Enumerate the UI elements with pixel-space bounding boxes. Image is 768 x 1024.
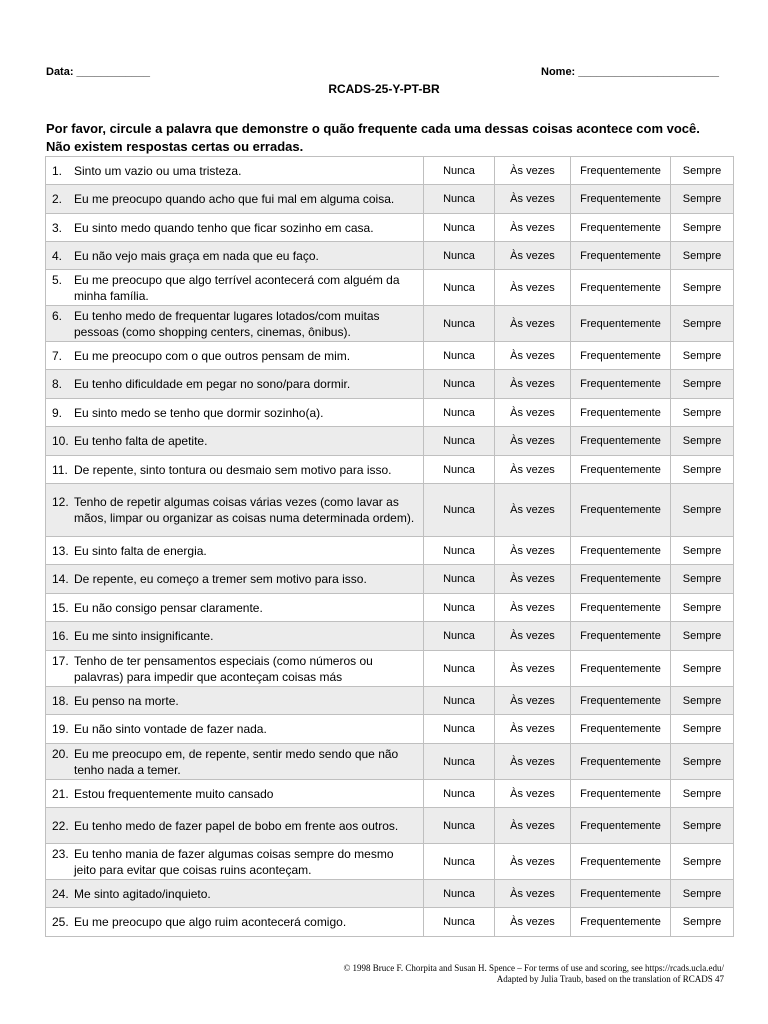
question-text: Eu tenho dificuldade em pegar no sono/para dormir. [74, 377, 351, 391]
questionnaire-table [45, 156, 734, 937]
option-frequentemente[interactable]: Frequentemente [571, 242, 671, 270]
question-cell [46, 185, 424, 214]
question-text: Eu me preocupo que algo terrível acontecerá com alguém da minha família. [74, 272, 400, 303]
question-row [46, 594, 734, 622]
question-cell [46, 537, 424, 565]
option-frequentemente[interactable]: Frequentemente [571, 427, 671, 456]
question-row [46, 214, 734, 242]
question-number: 17. [52, 653, 69, 668]
question-number: 9. [52, 405, 63, 420]
question-number: 14. [52, 572, 69, 586]
question-cell [46, 844, 424, 880]
option-frequentemente[interactable]: Frequentemente [571, 306, 671, 342]
option-sempre[interactable]: Sempre [671, 594, 734, 622]
option-sempre[interactable]: Sempre [671, 484, 734, 537]
question-number: 10. [52, 434, 69, 448]
question-number: 25. [52, 915, 69, 929]
question-row [46, 622, 734, 651]
instructions [46, 120, 736, 156]
option-frequentemente[interactable]: Frequentemente [571, 715, 671, 744]
option-as-vezes[interactable]: Às vezes [495, 185, 571, 214]
option-as-vezes[interactable]: Às vezes [495, 306, 571, 342]
option-frequentemente[interactable]: Frequentemente [571, 342, 671, 370]
question-row [46, 715, 734, 744]
question-row [46, 484, 734, 537]
option-sempre[interactable]: Sempre [671, 537, 734, 565]
question-text: Eu me sinto insignificante. [74, 629, 214, 643]
question-text: De repente, sinto tontura ou desmaio sem motivo para isso. [74, 462, 392, 477]
question-cell [46, 715, 424, 744]
instructions-line-1: Por favor, circule a palavra que demonstre o quão frequente cada uma dessas coisas acontece com você. [46, 121, 700, 136]
option-as-vezes[interactable]: Às vezes [495, 565, 571, 594]
option-frequentemente[interactable]: Frequentemente [571, 370, 671, 399]
option-sempre[interactable]: Sempre [671, 687, 734, 715]
question-cell [46, 427, 424, 456]
question-row [46, 651, 734, 687]
question-cell [46, 242, 424, 270]
option-frequentemente[interactable]: Frequentemente [571, 594, 671, 622]
question-row [46, 399, 734, 427]
question-text: Eu me preocupo com o que outros pensam de mim. [74, 348, 351, 363]
option-frequentemente[interactable]: Frequentemente [571, 908, 671, 937]
option-as-vezes[interactable]: Às vezes [495, 270, 571, 306]
question-cell [46, 399, 424, 427]
option-sempre[interactable]: Sempre [671, 370, 734, 399]
option-frequentemente[interactable]: Frequentemente [571, 270, 671, 306]
question-row [46, 565, 734, 594]
option-sempre[interactable]: Sempre [671, 715, 734, 744]
question-text: Eu tenho falta de apetite. [74, 434, 208, 448]
option-sempre[interactable]: Sempre [671, 808, 734, 844]
option-as-vezes[interactable]: Às vezes [495, 715, 571, 744]
question-row [46, 744, 734, 780]
question-text: Eu não consigo pensar claramente. [74, 600, 263, 615]
question-text: De repente, eu começo a tremer sem motivo para isso. [74, 572, 367, 586]
option-sempre[interactable]: Sempre [671, 185, 734, 214]
question-text: Eu não sinto vontade de fazer nada. [74, 722, 267, 736]
option-as-vezes[interactable]: Às vezes [495, 687, 571, 715]
option-frequentemente[interactable]: Frequentemente [571, 484, 671, 537]
option-as-vezes[interactable]: Às vezes [495, 908, 571, 937]
question-number: 16. [52, 629, 69, 643]
question-row [46, 370, 734, 399]
date-label: Data: ____________ [46, 66, 150, 78]
option-frequentemente[interactable]: Frequentemente [571, 844, 671, 880]
option-frequentemente[interactable]: Frequentemente [571, 780, 671, 808]
question-cell [46, 157, 424, 185]
question-row [46, 537, 734, 565]
option-nunca[interactable]: Nunca [424, 342, 495, 370]
question-text: Eu sinto medo se tenho que dormir sozinho(a). [74, 405, 324, 420]
question-cell [46, 565, 424, 594]
question-number: 22. [52, 818, 69, 833]
option-frequentemente[interactable]: Frequentemente [571, 185, 671, 214]
option-nunca[interactable]: Nunca [424, 780, 495, 808]
option-nunca[interactable]: Nunca [424, 844, 495, 880]
question-number: 11. [52, 462, 68, 477]
question-row [46, 780, 734, 808]
footer-line-2: Adapted by Julia Traub, based on the translation of RCADS 47 [496, 974, 724, 984]
instructions-line-2: Não existem respostas certas ou erradas. [46, 139, 304, 154]
question-cell [46, 622, 424, 651]
option-sempre[interactable]: Sempre [671, 780, 734, 808]
option-sempre[interactable]: Sempre [671, 427, 734, 456]
question-text: Eu sinto falta de energia. [74, 543, 207, 558]
question-text: Tenho de repetir algumas coisas várias vezes (como lavar as mãos, limpar ou organizar as coisas numa determinada ordem). [74, 495, 415, 525]
question-text: Eu me preocupo quando acho que fui mal em alguma coisa. [74, 192, 395, 206]
question-text: Eu penso na morte. [74, 693, 179, 708]
option-as-vezes[interactable]: Às vezes [495, 780, 571, 808]
option-frequentemente[interactable]: Frequentemente [571, 157, 671, 185]
option-nunca[interactable]: Nunca [424, 908, 495, 937]
question-cell [46, 651, 424, 687]
question-row [46, 687, 734, 715]
option-sempre[interactable]: Sempre [671, 399, 734, 427]
question-number: 12. [52, 495, 69, 509]
option-sempre[interactable]: Sempre [671, 880, 734, 908]
option-nunca[interactable]: Nunca [424, 622, 495, 651]
question-number: 15. [52, 600, 69, 615]
option-frequentemente[interactable]: Frequentemente [571, 744, 671, 780]
option-sempre[interactable]: Sempre [671, 456, 734, 484]
option-sempre[interactable]: Sempre [671, 342, 734, 370]
option-nunca[interactable]: Nunca [424, 880, 495, 908]
question-cell [46, 687, 424, 715]
question-cell [46, 370, 424, 399]
question-number: 18. [52, 693, 69, 708]
option-frequentemente[interactable]: Frequentemente [571, 537, 671, 565]
option-as-vezes[interactable]: Às vezes [495, 342, 571, 370]
option-nunca[interactable]: Nunca [424, 484, 495, 537]
question-number: 20. [52, 746, 69, 761]
option-as-vezes[interactable]: Às vezes [495, 880, 571, 908]
question-cell [46, 908, 424, 937]
question-number: 8. [52, 377, 63, 391]
option-as-vezes[interactable]: Às vezes [495, 427, 571, 456]
question-row [46, 342, 734, 370]
question-row [46, 185, 734, 214]
option-nunca[interactable]: Nunca [424, 214, 495, 242]
question-text: Eu tenho medo de frequentar lugares lotados/com muitas pessoas (como shopping centers, cinemas, ônibus). [74, 308, 380, 339]
option-as-vezes[interactable]: Às vezes [495, 808, 571, 844]
option-sempre[interactable]: Sempre [671, 242, 734, 270]
copyright-footer [343, 963, 724, 985]
option-nunca[interactable]: Nunca [424, 185, 495, 214]
question-number: 1. [52, 163, 63, 178]
option-frequentemente[interactable]: Frequentemente [571, 456, 671, 484]
question-row [46, 427, 734, 456]
question-cell [46, 780, 424, 808]
option-sempre[interactable]: Sempre [671, 306, 734, 342]
option-sempre[interactable]: Sempre [671, 622, 734, 651]
option-frequentemente[interactable]: Frequentemente [571, 622, 671, 651]
question-cell [46, 808, 424, 844]
question-row [46, 157, 734, 185]
option-sempre[interactable]: Sempre [671, 157, 734, 185]
question-text: Sinto um vazio ou uma tristeza. [74, 163, 242, 178]
option-nunca[interactable]: Nunca [424, 565, 495, 594]
question-number: 19. [52, 722, 69, 736]
question-row [46, 844, 734, 880]
option-as-vezes[interactable]: Às vezes [495, 399, 571, 427]
question-number: 2. [52, 192, 63, 206]
option-as-vezes[interactable]: Às vezes [495, 370, 571, 399]
option-sempre[interactable]: Sempre [671, 565, 734, 594]
option-sempre[interactable]: Sempre [671, 214, 734, 242]
option-nunca[interactable]: Nunca [424, 370, 495, 399]
option-nunca[interactable]: Nunca [424, 399, 495, 427]
question-row [46, 908, 734, 937]
question-number: 5. [52, 272, 63, 287]
option-as-vezes[interactable]: Às vezes [495, 484, 571, 537]
option-as-vezes[interactable]: Às vezes [495, 844, 571, 880]
question-text: Eu sinto medo quando tenho que ficar sozinho em casa. [74, 220, 374, 235]
question-text: Estou frequentemente muito cansado [74, 786, 274, 801]
question-cell [46, 594, 424, 622]
question-number: 4. [52, 248, 63, 263]
question-cell [46, 342, 424, 370]
option-sempre[interactable]: Sempre [671, 651, 734, 687]
question-row [46, 306, 734, 342]
option-nunca[interactable]: Nunca [424, 687, 495, 715]
option-frequentemente[interactable]: Frequentemente [571, 214, 671, 242]
question-row [46, 880, 734, 908]
question-number: 23. [52, 846, 69, 861]
option-as-vezes[interactable]: Às vezes [495, 157, 571, 185]
option-sempre[interactable]: Sempre [671, 908, 734, 937]
option-as-vezes[interactable]: Às vezes [495, 622, 571, 651]
option-frequentemente[interactable]: Frequentemente [571, 687, 671, 715]
option-nunca[interactable]: Nunca [424, 242, 495, 270]
question-row [46, 242, 734, 270]
option-frequentemente[interactable]: Frequentemente [571, 399, 671, 427]
option-nunca[interactable]: Nunca [424, 537, 495, 565]
question-text: Tenho de ter pensamentos especiais (como números ou palavras) para impedir que aconteçam coisas más [74, 653, 373, 684]
question-text: Eu não vejo mais graça em nada que eu faço. [74, 248, 319, 263]
option-as-vezes[interactable]: Às vezes [495, 594, 571, 622]
question-text: Eu tenho mania de fazer algumas coisas sempre do mesmo jeito para evitar que coisas ruins aconteçam. [74, 846, 394, 877]
option-nunca[interactable]: Nunca [424, 157, 495, 185]
question-cell [46, 744, 424, 780]
question-number: 6. [52, 308, 63, 323]
question-text: Me sinto agitado/inquieto. [74, 886, 211, 901]
question-cell [46, 484, 424, 537]
option-nunca[interactable]: Nunca [424, 808, 495, 844]
option-as-vezes[interactable]: Às vezes [495, 537, 571, 565]
option-as-vezes[interactable]: Às vezes [495, 456, 571, 484]
question-number: 13. [52, 543, 69, 558]
option-frequentemente[interactable]: Frequentemente [571, 651, 671, 687]
question-number: 3. [52, 220, 63, 235]
option-as-vezes[interactable]: Às vezes [495, 242, 571, 270]
option-as-vezes[interactable]: Às vezes [495, 214, 571, 242]
option-nunca[interactable]: Nunca [424, 427, 495, 456]
question-number: 21. [52, 786, 69, 801]
option-as-vezes[interactable]: Às vezes [495, 744, 571, 780]
option-frequentemente[interactable]: Frequentemente [571, 565, 671, 594]
question-cell [46, 214, 424, 242]
question-cell [46, 270, 424, 306]
option-nunca[interactable]: Nunca [424, 594, 495, 622]
footer-line-1: © 1998 Bruce F. Chorpita and Susan H. Spence – For terms of use and scoring, see https://rcads.ucla.edu/ [343, 963, 724, 973]
question-cell [46, 456, 424, 484]
option-frequentemente[interactable]: Frequentemente [571, 808, 671, 844]
name-label: Nome: _______________________ [541, 66, 719, 78]
question-cell [46, 306, 424, 342]
question-row [46, 456, 734, 484]
question-row [46, 808, 734, 844]
question-text: Eu tenho medo de fazer papel de bobo em frente aos outros. [74, 818, 399, 833]
option-nunca[interactable]: Nunca [424, 306, 495, 342]
question-number: 7. [52, 348, 63, 363]
option-nunca[interactable]: Nunca [424, 715, 495, 744]
option-sempre[interactable]: Sempre [671, 270, 734, 306]
question-text: Eu me preocupo que algo ruim acontecerá comigo. [74, 915, 347, 929]
option-as-vezes[interactable]: Às vezes [495, 651, 571, 687]
question-cell [46, 880, 424, 908]
option-nunca[interactable]: Nunca [424, 744, 495, 780]
option-nunca[interactable]: Nunca [424, 270, 495, 306]
option-frequentemente[interactable]: Frequentemente [571, 880, 671, 908]
question-row [46, 270, 734, 306]
option-sempre[interactable]: Sempre [671, 844, 734, 880]
form-title: RCADS-25-Y-PT-BR [328, 82, 440, 96]
option-sempre[interactable]: Sempre [671, 744, 734, 780]
option-nunca[interactable]: Nunca [424, 456, 495, 484]
question-number: 24. [52, 886, 69, 901]
question-text: Eu me preocupo em, de repente, sentir medo sendo que não tenho nada a temer. [74, 746, 399, 777]
option-nunca[interactable]: Nunca [424, 651, 495, 687]
